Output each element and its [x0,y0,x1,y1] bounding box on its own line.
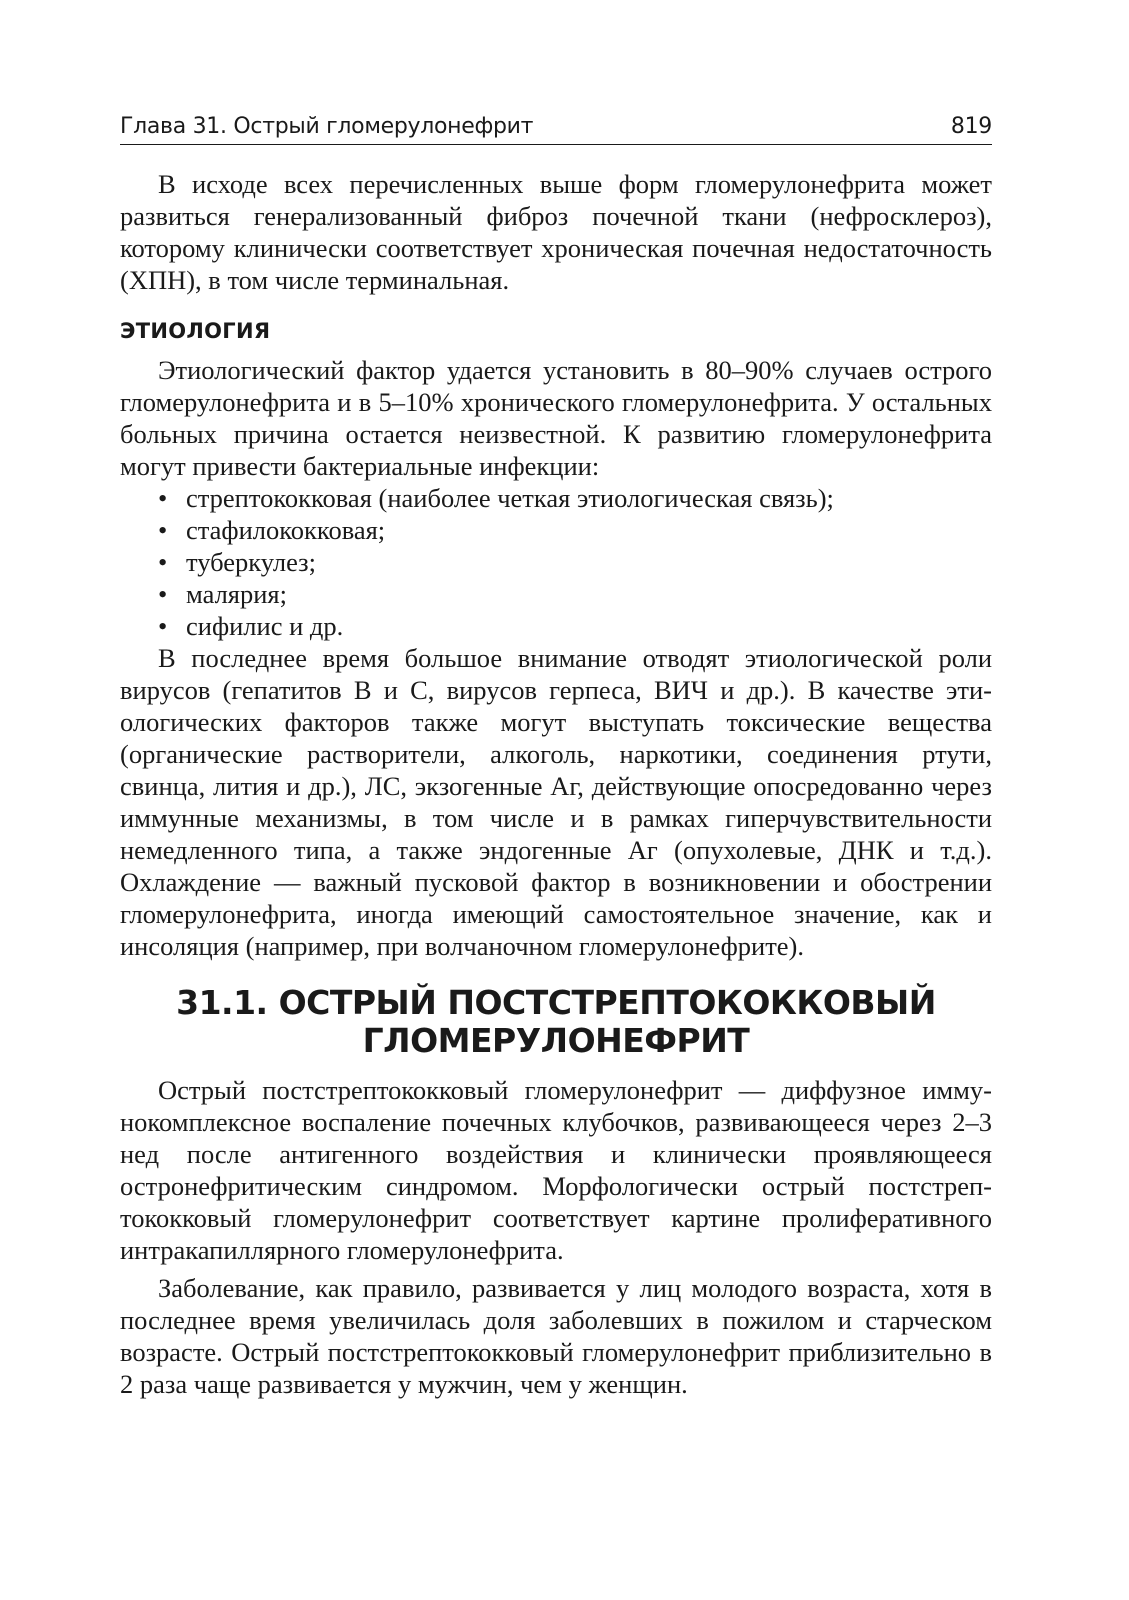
list-item-text: малярия; [186,579,287,609]
page-number: 819 [950,114,992,139]
etiology-heading: ЭТИОЛОГИЯ [120,319,271,343]
bullet-icon: • [158,611,168,641]
bullet-icon: • [158,515,168,545]
bullet-icon: • [158,547,168,577]
section-title [120,984,992,1060]
list-item-text: сифилис и др. [186,611,344,641]
list-item-text: стафилококковая; [186,515,386,545]
intro-paragraph: В исходе всех перечисленных выше форм гломерулонефрита может развиться генерализованный фиброз почечной ткани (нефросклероз), которому клинически соответствует хроническая почечная недостаточность (ХПН), в том числе терминальная. [120,169,992,295]
list-item [158,514,992,546]
bullet-icon: • [158,483,168,513]
list-item [158,482,992,514]
list-item [158,578,992,610]
list-item-text: туберкулез; [186,547,317,577]
etiology-paragraph-1: Этиологический фактор удается установить в 80–90% случаев острого гломерулонефрита и в 5–10% хронического гломерулонефрита. У остальных больных причина остается неизвестной. К развитию гломерулонефрита могут привести бактериальные инфекции: [120,355,992,481]
etiology-paragraph-2: В последнее время большое внимание отводят этиологической роли вирусов (гепатитов В и С, вирусов герпеса, ВИЧ и др.). В качестве этиологических факторов также могут выступать токсические вещества (органические растворители, алкоголь, наркотики, соединения ртути, свинца, лития и др.), ЛС, экзогенные Аг, действующие опосредованно через иммунные механизмы, в том числе и в рамках гиперчувствительности немедленного типа, а также эндогенные Аг (опухолевые, ДНК и т.д.). Охлаждение — важный пусковой фактор в возникновении и обострении гломерулонефрита, иногда имеющий самостоятельное значение, как и инсоляция (например, при волчаночном гломерулонефрите). [120,643,992,961]
infection-list [120,482,992,642]
page-body [120,168,992,1400]
chapter-title-header: Глава 31. Острый гломерулонефрит [120,114,534,139]
section-title-line-2: ГЛОМЕРУЛОНЕФРИТ [362,1021,750,1060]
list-item [158,546,992,578]
list-item [158,610,992,642]
list-item-text: стрептококковая (наиболее четкая этиологическая связь); [186,483,834,513]
section-paragraph-2: Заболевание, как правило, развивается у лиц молодого возраста, хотя в последнее время увеличилась доля заболевших в пожилом и старческом возрасте. Острый постстрептококковый гломерулонефрит приблизительно в 2 раза чаще развивается у мужчин, чем у женщин. [120,1273,992,1399]
running-header [120,112,992,145]
section-title-line-1: 31.1. ОСТРЫЙ ПОСТСТРЕПТОКОККОВЫЙ [176,983,936,1022]
bullet-icon: • [158,579,168,609]
section-paragraph-1: Острый постстрептококковый гломерулонефрит — диффузное иммунокомплексное воспаление почечных клубочков, развивающееся через 2–3 нед после антигенного воздействия и клинически проявляющееся остронефритическим синдромом. Морфологически острый постстрептококковый гломерулонефрит соответствует картине пролиферативного интракапиллярного гломерулонефрита. [120,1075,992,1265]
